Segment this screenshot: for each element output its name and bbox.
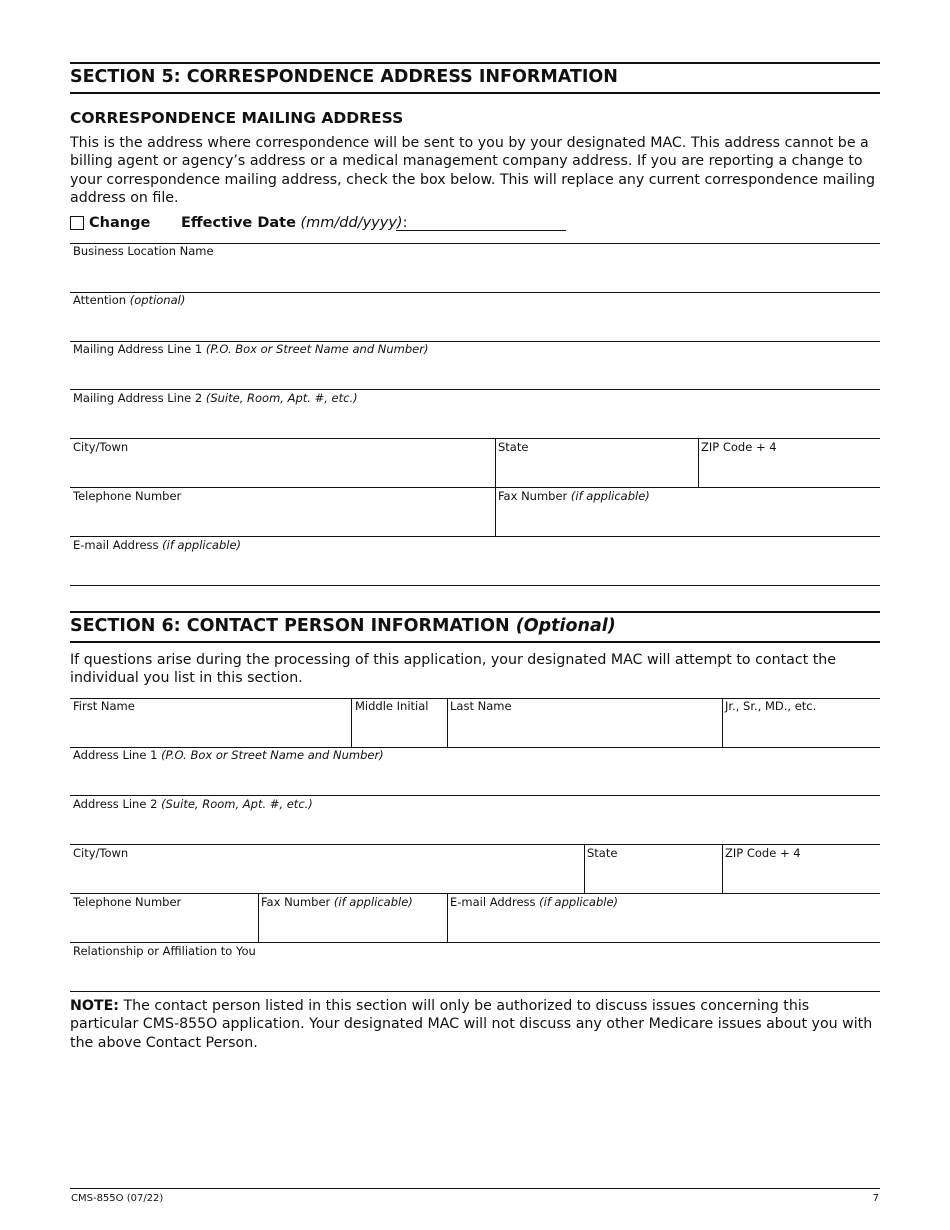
contact-address-line2-label: Address Line 2 (Suite, Room, Apt. #, etc.) bbox=[73, 797, 313, 811]
effective-date-input[interactable] bbox=[396, 210, 566, 231]
state-label: State bbox=[498, 440, 529, 454]
contact-email-label: E-mail Address (if applicable) bbox=[450, 895, 619, 909]
mailing-line2-label: Mailing Address Line 2 (Suite, Room, Apt. #, etc.) bbox=[73, 391, 358, 405]
relationship-input[interactable] bbox=[70, 943, 880, 991]
mailing-line2-input[interactable] bbox=[70, 390, 880, 438]
email-input[interactable] bbox=[70, 537, 880, 585]
telephone-label: Telephone Number bbox=[73, 489, 182, 503]
contact-email-input[interactable] bbox=[448, 894, 880, 942]
first-name-input[interactable] bbox=[70, 699, 351, 747]
section6-title: SECTION 6: CONTACT PERSON INFORMATION (Optional) bbox=[70, 611, 880, 643]
business-location-name-input[interactable] bbox=[70, 244, 880, 292]
contact-address-line2-input[interactable] bbox=[70, 796, 880, 844]
note-paragraph: NOTE: The contact person listed in this section will only be authorized to discuss issues concerning this particular CMS-855O application. Your designated MAC will not discuss any other Medicare issues about you with the above Contact Person. bbox=[70, 998, 873, 1051]
divider bbox=[70, 991, 880, 992]
first-name-label: First Name bbox=[73, 699, 135, 713]
contact-address-line1-label: Address Line 1 (P.O. Box or Street Name and Number) bbox=[73, 748, 384, 762]
city-label: City/Town bbox=[73, 440, 129, 454]
fax-label: Fax Number (if applicable) bbox=[498, 489, 650, 503]
relationship-label: Relationship or Affiliation to You bbox=[73, 944, 256, 958]
zip-label: ZIP Code + 4 bbox=[701, 440, 777, 454]
contact-address-line1-input[interactable] bbox=[70, 748, 880, 795]
contact-state-label: State bbox=[587, 846, 618, 860]
attention-input[interactable] bbox=[70, 293, 880, 341]
business-location-name-label: Business Location Name bbox=[73, 244, 214, 258]
attention-label: Attention (optional) bbox=[73, 293, 186, 307]
last-name-input[interactable] bbox=[448, 699, 722, 747]
fax-input[interactable] bbox=[496, 488, 880, 536]
middle-initial-label: Middle Initial bbox=[355, 699, 429, 713]
contact-fax-input[interactable] bbox=[259, 894, 447, 942]
city-input[interactable] bbox=[70, 439, 495, 487]
contact-fax-label: Fax Number (if applicable) bbox=[261, 895, 413, 909]
contact-telephone-label: Telephone Number bbox=[73, 895, 182, 909]
last-name-label: Last Name bbox=[450, 699, 512, 713]
page-number: 7 bbox=[872, 1193, 879, 1204]
contact-city-label: City/Town bbox=[73, 846, 129, 860]
section5-paragraph: This is the address where correspondence will be sent to you by your designated MAC. This address cannot be a billing agent or agency’s address or a medical management company address. If you are reporting a change to your correspondence mailing address, check the box below. This will replace any current correspondence mailing address on file. bbox=[70, 135, 875, 207]
mailing-line1-input[interactable] bbox=[70, 342, 880, 389]
section6-paragraph: If questions arise during the processing of this application, your designated MAC will attempt to contact the individual you list in this section. bbox=[70, 652, 836, 687]
section5-title: SECTION 5: CORRESPONDENCE ADDRESS INFORMATION bbox=[70, 62, 880, 94]
form-page bbox=[70, 0, 880, 1230]
state-input[interactable] bbox=[496, 439, 698, 487]
section5-subtitle: CORRESPONDENCE MAILING ADDRESS bbox=[70, 109, 404, 127]
footer-rule bbox=[70, 1188, 880, 1189]
change-label: Change bbox=[89, 215, 151, 231]
note-label: NOTE: bbox=[70, 998, 119, 1014]
form-id: CMS-855O (07/22) bbox=[71, 1193, 164, 1204]
telephone-input[interactable] bbox=[70, 488, 495, 536]
effective-date-label: Effective Date (mm/dd/yyyy): bbox=[181, 215, 408, 231]
mailing-line1-label: Mailing Address Line 1 (P.O. Box or Street Name and Number) bbox=[73, 342, 429, 356]
zip-input[interactable] bbox=[699, 439, 880, 487]
middle-initial-input[interactable] bbox=[352, 699, 447, 747]
contact-zip-input[interactable] bbox=[723, 845, 880, 893]
change-checkbox[interactable] bbox=[70, 216, 84, 230]
suffix-input[interactable] bbox=[723, 699, 880, 747]
contact-zip-label: ZIP Code + 4 bbox=[725, 846, 801, 860]
divider bbox=[70, 585, 880, 586]
contact-state-input[interactable] bbox=[585, 845, 722, 893]
email-label: E-mail Address (if applicable) bbox=[73, 538, 242, 552]
suffix-label: Jr., Sr., MD., etc. bbox=[725, 699, 817, 713]
contact-city-input[interactable] bbox=[70, 845, 584, 893]
contact-telephone-input[interactable] bbox=[70, 894, 258, 942]
